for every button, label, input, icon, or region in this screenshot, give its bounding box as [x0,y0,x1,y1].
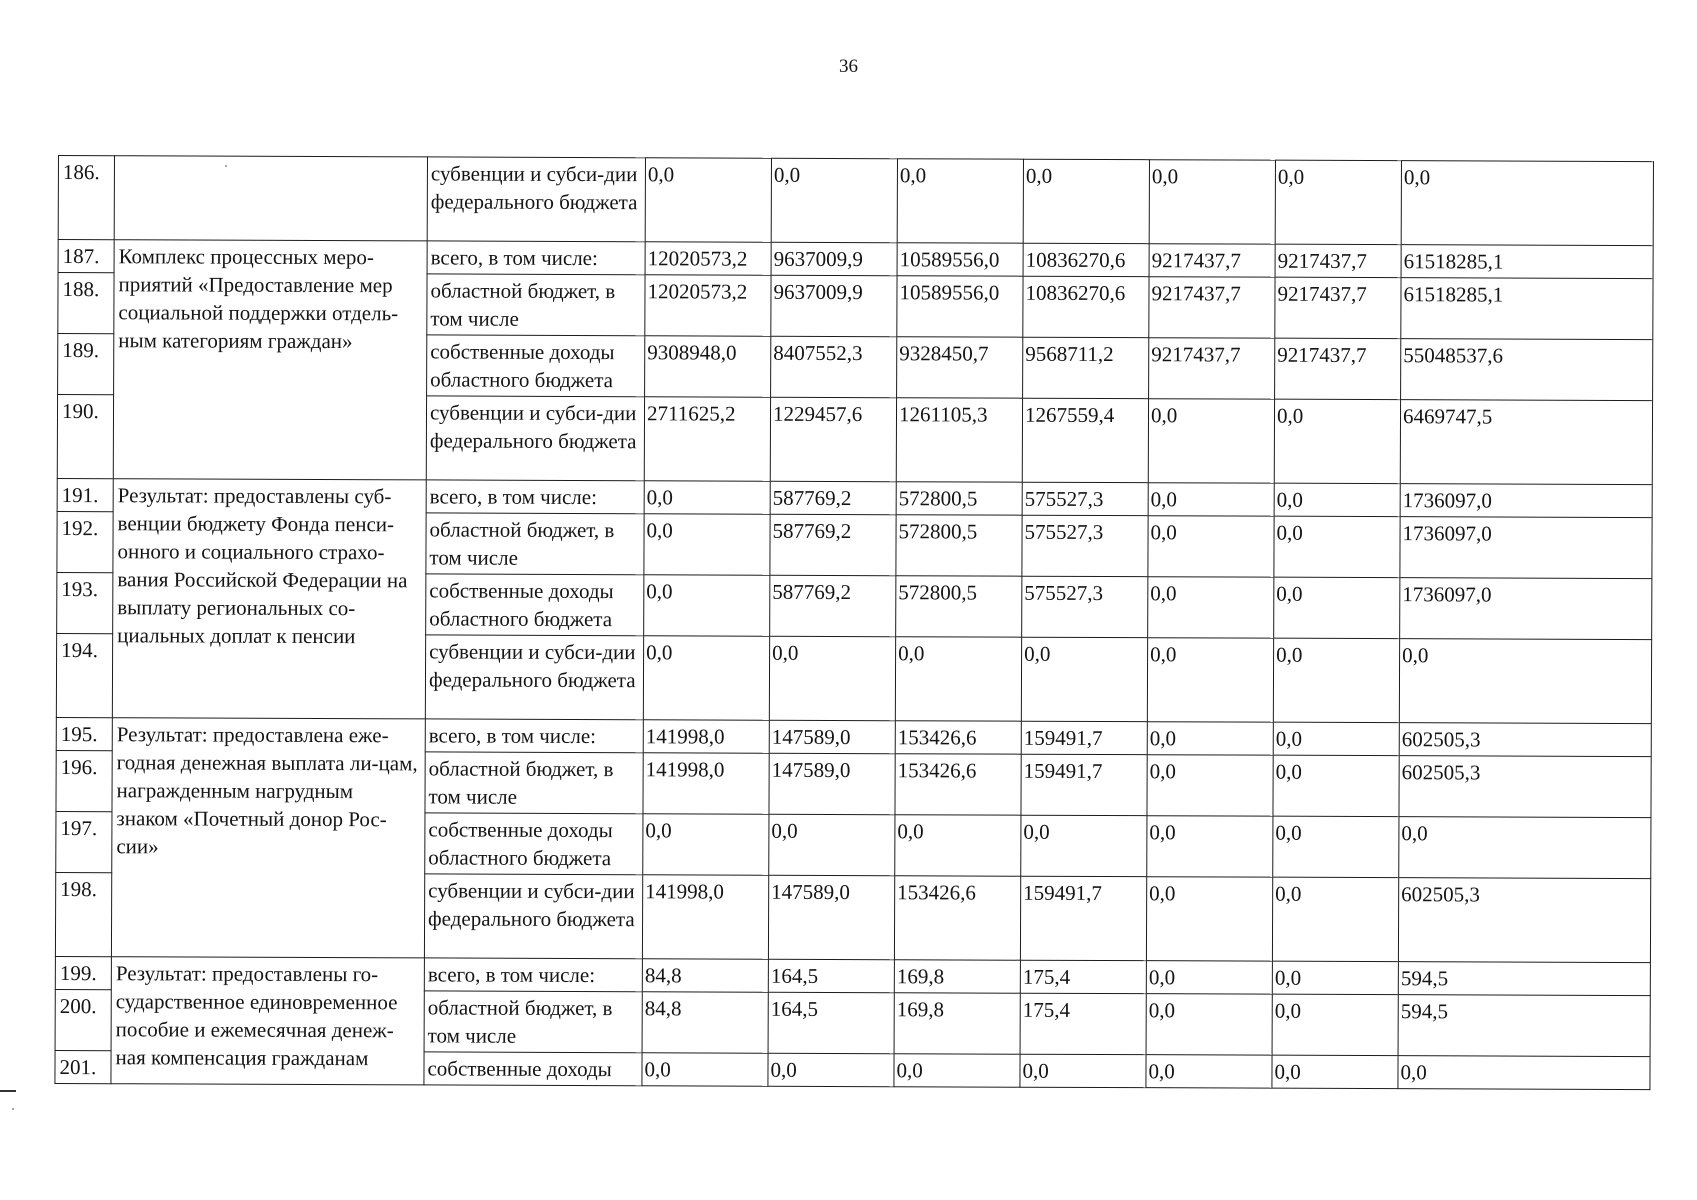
value-cell: 0,0 [1274,516,1400,577]
funding-source-label: субвенции и субси-дии федерального бюджета [427,157,645,242]
value-cell: 9217437,7 [1149,244,1275,277]
value-cell: 147589,0 [768,875,894,959]
value-cell: 587769,2 [770,514,896,575]
value-cell: 9637009,9 [771,275,897,336]
value-cell: 9217437,7 [1275,338,1401,399]
value-cell: 141998,0 [643,753,769,814]
value-cell: 0,0 [897,159,1023,243]
row-number: 189. [58,334,114,395]
value-cell: 1736097,0 [1400,517,1652,579]
value-cell: 1229457,6 [770,397,896,481]
value-cell: 159491,7 [1021,721,1147,754]
value-cell: 0,0 [1147,722,1273,755]
value-cell: 0,0 [1146,994,1272,1055]
funding-source-label: субвенции и субси-дии федерального бюджета [424,874,642,959]
value-cell: 84,8 [642,992,768,1053]
funding-source-label: собственные доходы областного бюджета [425,813,643,875]
value-cell: 6469747,5 [1400,400,1652,485]
value-cell: 0,0 [1399,817,1651,879]
value-cell: 175,4 [1020,993,1146,1054]
row-number: 194. [56,633,112,717]
value-cell: 0,0 [1273,816,1399,877]
value-cell: 0,0 [1021,637,1147,721]
value-cell: 0,0 [1146,877,1272,961]
row-number: 198. [55,872,111,956]
value-cell: 0,0 [1023,159,1149,243]
scan-speck [12,1108,14,1110]
funding-source-label: всего, в том числе: [426,480,644,514]
value-cell: 0,0 [1273,638,1399,722]
value-cell: 0,0 [894,1054,1020,1087]
row-number: 199. [55,956,111,989]
value-cell: 572800,5 [896,482,1022,515]
value-cell: 572800,5 [896,515,1022,576]
value-cell: 9217437,7 [1275,244,1401,277]
value-cell: 10836270,6 [1023,276,1149,337]
value-cell: 159491,7 [1020,876,1146,960]
value-cell: 0,0 [644,514,770,575]
value-cell: 8407552,3 [771,336,897,397]
value-cell: 12020573,2 [645,242,771,275]
value-cell: 175,4 [1020,960,1146,993]
value-cell: 575527,3 [1022,515,1148,576]
value-cell: 0,0 [1272,994,1398,1055]
value-cell: 0,0 [1148,483,1274,516]
row-number: 188. [58,273,114,334]
table-row [55,956,1650,995]
row-description: Результат: предоставлены го-сударственное единовременное пособие и ежемесячная денеж-ная компенсация гражданам [111,957,424,1085]
value-cell: 575527,3 [1022,482,1148,515]
value-cell: 147589,0 [769,720,895,753]
value-cell: 0,0 [1148,516,1274,577]
value-cell: 153426,6 [895,721,1021,754]
value-cell: 1736097,0 [1400,484,1652,518]
value-cell: 0,0 [1272,961,1398,994]
funding-source-label: субвенции и субси-дии федерального бюджета [426,396,644,481]
margin-mark [0,1090,16,1092]
value-cell: 84,8 [642,959,768,992]
value-cell: 12020573,2 [645,275,771,336]
value-cell: 169,8 [894,960,1020,993]
value-cell: 0,0 [1273,755,1399,816]
value-cell: 587769,2 [770,481,896,514]
value-cell: 0,0 [1146,961,1272,994]
value-cell: 61518285,1 [1401,245,1653,279]
value-cell: 141998,0 [642,875,768,959]
value-cell: 602505,3 [1399,723,1651,757]
funding-source-label: областной бюджет, в том числе [426,513,644,575]
value-cell: 159491,7 [1021,754,1147,815]
row-number: 186. [58,156,114,240]
value-cell: 147589,0 [769,753,895,814]
value-cell: 0,0 [1398,1056,1650,1090]
value-cell: 164,5 [768,959,894,992]
value-cell: 0,0 [1149,160,1275,244]
scan-speck [225,165,227,167]
value-cell: 0,0 [1021,815,1147,876]
row-description: Результат: предоставлена еже-годная денежная выплата ли-цам, награжденным нагрудным знаком «Почетный донор Рос-сии» [111,718,425,958]
table-row [58,240,1653,279]
value-cell: 0,0 [1147,755,1273,816]
value-cell: 602505,3 [1399,756,1651,818]
funding-source-label: всего, в том числе: [425,719,643,753]
value-cell: 0,0 [1272,1055,1398,1088]
value-cell: 594,5 [1398,995,1650,1057]
value-cell: 9308948,0 [645,336,771,397]
value-cell: 10589556,0 [897,276,1023,337]
value-cell: 0,0 [1274,399,1400,483]
page-number: 36 [839,56,858,77]
value-cell: 0,0 [1020,1054,1146,1087]
row-number: 192. [57,511,113,572]
value-cell: 0,0 [644,575,770,636]
row-number: 187. [58,240,114,273]
row-number: 190. [57,395,113,479]
funding-source-label: всего, в том числе: [424,958,642,992]
value-cell: 1267559,4 [1022,398,1148,482]
value-cell: 164,5 [768,992,894,1053]
row-number: 200. [55,989,111,1050]
value-cell: 0,0 [642,1053,768,1086]
value-cell: 0,0 [771,158,897,242]
value-cell: 9217437,7 [1149,277,1275,338]
value-cell: 55048537,6 [1401,339,1653,401]
value-cell: 153426,6 [895,754,1021,815]
funding-source-label: областной бюджет, в том числе [425,752,643,814]
value-cell: 0,0 [645,158,771,242]
value-cell: 10589556,0 [897,243,1023,276]
funding-source-label: собственные доходы [424,1052,642,1086]
value-cell: 61518285,1 [1401,278,1653,340]
value-cell: 2711625,2 [644,397,770,481]
value-cell: 602505,3 [1398,878,1650,963]
table-row [56,717,1651,756]
value-cell: 169,8 [894,993,1020,1054]
value-cell: 9217437,7 [1275,277,1401,338]
value-cell: 9328450,7 [897,337,1023,398]
value-cell: 0,0 [1274,483,1400,516]
row-number: 195. [56,717,112,750]
row-number: 196. [56,750,112,811]
value-cell: 0,0 [895,815,1021,876]
value-cell: 0,0 [1148,399,1274,483]
budget-table [54,155,1654,1090]
value-cell: 0,0 [1273,722,1399,755]
value-cell: 141998,0 [643,720,769,753]
value-cell: 0,0 [643,814,769,875]
value-cell: 1261105,3 [896,398,1022,482]
value-cell: 0,0 [1146,1055,1272,1088]
row-description [114,156,427,241]
value-cell: 575527,3 [1022,576,1148,637]
value-cell: 0,0 [644,481,770,514]
funding-source-label: собственные доходы областного бюджета [426,574,644,636]
value-cell: 572800,5 [896,576,1022,637]
value-cell: 0,0 [1274,577,1400,638]
value-cell: 9637009,9 [771,242,897,275]
row-number: 201. [55,1050,111,1083]
value-cell: 0,0 [769,814,895,875]
value-cell: 0,0 [769,636,895,720]
value-cell: 0,0 [1147,816,1273,877]
value-cell: 0,0 [643,636,769,720]
row-number: 193. [57,572,113,633]
funding-source-label: областной бюджет, в том числе [424,991,642,1053]
table-row [57,478,1652,517]
row-description: Комплекс процессных меро-приятий «Предоставление мер социальной поддержки отдель-ным категориям граждан» [113,240,427,480]
value-cell: 9568711,2 [1023,337,1149,398]
funding-source-label: всего, в том числе: [427,241,645,275]
value-cell: 0,0 [1272,877,1398,961]
value-cell: 0,0 [1399,639,1651,724]
value-cell: 153426,6 [894,876,1020,960]
value-cell: 0,0 [895,637,1021,721]
funding-source-label: субвенции и субси-дии федерального бюджета [425,635,643,720]
row-number: 197. [56,811,112,872]
value-cell: 0,0 [1401,161,1653,246]
value-cell: 0,0 [1275,160,1401,244]
value-cell: 0,0 [1148,577,1274,638]
value-cell: 9217437,7 [1149,338,1275,399]
value-cell: 1736097,0 [1400,578,1652,640]
funding-source-label: областной бюджет, в том числе [427,274,645,336]
value-cell: 587769,2 [770,575,896,636]
row-description: Результат: предоставлены суб-венции бюджету Фонда пенси-онного и социального страхо-вания Российской Федерации на выплату региональных со-циальных доплат к пенсии [112,479,426,719]
table-row [58,156,1653,246]
value-cell: 0,0 [768,1053,894,1086]
value-cell: 10836270,6 [1023,243,1149,276]
funding-source-label: собственные доходы областного бюджета [427,335,645,397]
value-cell: 594,5 [1398,962,1650,996]
row-number: 191. [57,478,113,511]
value-cell: 0,0 [1147,638,1273,722]
